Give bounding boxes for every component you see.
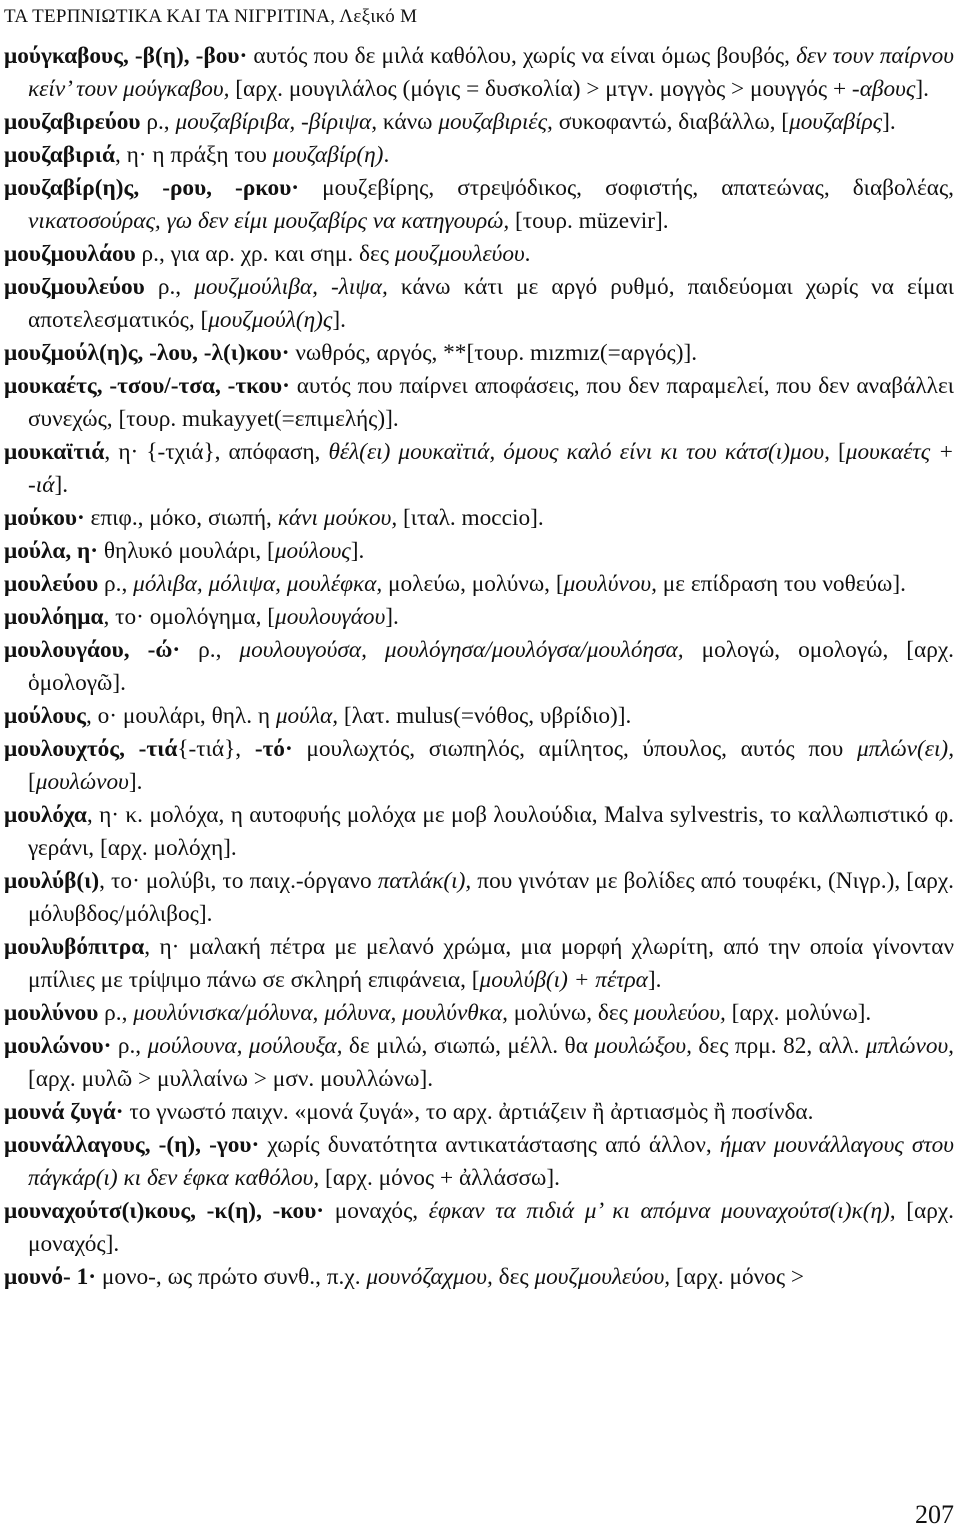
definition-text: κάνω	[377, 109, 439, 135]
example-text: μουλύβ(ι) + πέτρα	[479, 967, 648, 993]
definition-text: [αρχ. μόνος >	[670, 1264, 805, 1290]
definition-text: ].	[350, 538, 365, 564]
dictionary-entry	[4, 535, 954, 568]
headword: μουλύβ(ι)	[4, 868, 100, 894]
example-text: μουκαέτς + -ιά	[28, 439, 954, 498]
headword: -τό·	[254, 736, 293, 762]
headword: μουλυβόπιτρα	[4, 934, 145, 960]
example-text: μουλώξου,	[594, 1033, 692, 1059]
definition-text: [ιταλ. moccio].	[397, 505, 544, 531]
headword: μουκαέτς, -τσου/-τσα, -τκου·	[4, 373, 290, 399]
definition-text: μολογώ, ομολογώ, [αρχ. ὁμολογῶ].	[28, 637, 955, 696]
definition-text: κάνω κάτι με αργό ρυθμό, παιδεύομαι χωρίς να είμαι αποτελεσματικός, [	[28, 274, 954, 333]
definition-text: ].	[128, 769, 143, 795]
dictionary-entry	[4, 337, 954, 370]
definition-text: [αρχ. μοναχός].	[28, 1198, 954, 1257]
example-text: αβους	[859, 76, 916, 102]
headword: μουλουχτός, -τιά	[4, 736, 178, 762]
dictionary-entry	[4, 1261, 954, 1294]
dictionary-entry	[4, 1096, 954, 1129]
dictionary-entries	[4, 40, 954, 1294]
example-text: ήμαν μουνάλλαγους στου πάγκάρ(ι) κι δεν έφκα καθόλου,	[28, 1132, 954, 1191]
headword: μουζμουλεύου	[4, 274, 145, 300]
example-text: νικατοσούρας, γω δεν είμι μουζαβίρς να κατηγουρώ,	[28, 208, 510, 234]
headword: μούλα, η·	[4, 538, 99, 564]
example-text: μουνόζαχμου,	[366, 1264, 493, 1290]
headword: μουλεύου	[4, 571, 99, 597]
example-text: μουζμουλεύου,	[534, 1264, 671, 1290]
definition-text: .	[383, 142, 390, 168]
headword: μουλόχα	[4, 802, 87, 828]
dictionary-entry	[4, 700, 954, 733]
headword: μουλόημα	[4, 604, 104, 630]
definition-text: αυτός που παίρνει αποφάσεις, που δεν παραμελεί, που δεν αναβάλλει συνεχώς, [τουρ. mukayyet(=επιμελής)].	[28, 373, 954, 432]
definition-text: , η· κ. μολόχα, η αυτοφυής μολόχα με μοβ λουλούδια, Malva sylvestris, το καλλωπιστικό φ. γεράνι, [αρχ. μολόχη].	[28, 802, 954, 861]
definition-text: , το· μολύβι, το παιχ.-όργανο	[99, 868, 378, 894]
definition-text: ].	[915, 76, 929, 102]
example-text: μουζαβίριβα, -βίριψα,	[175, 109, 378, 135]
definition-text: [	[829, 439, 846, 465]
headword: μουκαϊτιά	[4, 439, 105, 465]
definition-text: μοναχός,	[324, 1198, 429, 1224]
headword: μουλύνου	[4, 1000, 99, 1026]
example-text: μούλους	[274, 538, 351, 564]
dictionary-entry	[4, 502, 954, 535]
example-text: μουλεύου,	[633, 1000, 726, 1026]
definition-text: ].	[647, 967, 662, 993]
definition-text: συκοφαντώ, διαβάλλω, [	[552, 109, 790, 135]
headword: μουζαβίρ(η)ς, -ρου, -ρκου·	[4, 175, 300, 201]
dictionary-entry	[4, 1195, 954, 1261]
example-text: μουζαβίρς	[789, 109, 883, 135]
dictionary-entry	[4, 568, 954, 601]
definition-text: , η· {-τχιά}, απόφαση,	[104, 439, 329, 465]
running-head: ΤΑ ΤΕΡΠΝΙΩΤΙΚΑ ΚΑΙ ΤΑ ΝΙΓΡΙΤΙΝΑ, Λεξικό Μ	[4, 6, 418, 27]
dictionary-entry	[4, 601, 954, 634]
page-number: 207	[915, 1500, 954, 1529]
definition-text: δες	[492, 1264, 535, 1290]
example-text: πατλάκ(ι),	[377, 868, 472, 894]
headword: μουζμουλάου	[4, 241, 136, 267]
definition-text: επιφ., μόκο, σιωπή,	[84, 505, 278, 531]
example-text: μουζμούλ(η)ς	[208, 307, 333, 333]
headword: μουλουγάου, -ώ·	[4, 637, 181, 663]
dictionary-entry	[4, 634, 954, 700]
example-text: μόλιβα, μόλιψα, μουλέφκα,	[133, 571, 383, 597]
definition-text: μονο-, ως πρώτο συνθ., π.χ.	[96, 1264, 367, 1290]
definition-text: μολεύω, μολύνω, [	[382, 571, 564, 597]
definition-text: {-τιά},	[177, 736, 255, 762]
dictionary-entry	[4, 865, 954, 931]
example-text: μουζαβίρ(η)	[272, 142, 384, 168]
example-text: δεν τουν παίρνου κείν’ τουν μούγκαβου,	[28, 43, 954, 102]
definition-text: [αρχ. μόνος + ἀλλάσσω].	[319, 1165, 560, 1191]
definition-text: το γνωστό παιχν. «μονά ζυγά», το αρχ. ἀρτιάζειν ἢ ἀρτιασμὸς ἢ ποσίνδα.	[123, 1099, 814, 1125]
definition-text: , το· ομολόγημα, [	[103, 604, 276, 630]
example-text: μουλύνου,	[563, 571, 657, 597]
definition-text: ].	[385, 604, 399, 630]
headword: μουνά ζυγά·	[4, 1099, 124, 1125]
dictionary-entry	[4, 139, 954, 172]
definition-text: δες πρμ. 82, αλλ.	[691, 1033, 866, 1059]
example-text: μουλουγούσα, μουλόγησα/μουλόγσα/μουλόησα,	[239, 637, 684, 663]
example-text: μπλών(ει),	[856, 736, 955, 762]
dictionary-entry	[4, 271, 954, 337]
headword: μουλώνου·	[4, 1033, 112, 1059]
example-text: έφκαν τα πιδιά μ’ κι απόμνα μουναχούτσ(ι)κ(η),	[428, 1198, 896, 1224]
definition-text: ρ.,	[98, 571, 134, 597]
dictionary-entry	[4, 238, 954, 271]
dictionary-entry	[4, 106, 954, 139]
definition-text: [λατ. mulus(=νόθος, υβρίδιο)].	[338, 703, 632, 729]
dictionary-entry	[4, 40, 954, 106]
dictionary-entry	[4, 370, 954, 436]
headword: μουνάλλαγους, -(η), -γου·	[4, 1132, 260, 1158]
example-text: μουλύνισκα/μόλυνα, μόλυνα, μουλύνθκα,	[133, 1000, 508, 1026]
headword: μούκου·	[4, 505, 85, 531]
example-text: μούλουνα, μούλουξα,	[147, 1033, 343, 1059]
example-text: θέλ(ει) μουκαϊτιά, όμους καλό είνι κι του κάτσ(ι)μου,	[328, 439, 830, 465]
headword: μούγκαβους, -β(η), -βου·	[4, 43, 248, 69]
definition-text: χωρίς δυνατότητα αντικατάστασης από άλλον,	[259, 1132, 720, 1158]
example-text: κάνι μούκου,	[277, 505, 398, 531]
definition-text: θηλυκό μουλάρι, [	[98, 538, 275, 564]
definition-text: που γινόταν με βολίδες από τουφέκι, (Νιγρ.), [αρχ. μόλυβδος/μόλιβος].	[28, 868, 954, 927]
headword: μουζμούλ(η)ς, -λου, -λ(ι)κου·	[4, 340, 290, 366]
dictionary-entry	[4, 733, 954, 799]
definition-text: αυτός που δε μιλά καθόλου, χωρίς να είναι όμως βουβός,	[247, 43, 797, 69]
headword: μουναχούτσ(ι)κους, -κ(η), -κου·	[4, 1198, 325, 1224]
definition-text: ρ.,	[98, 1000, 134, 1026]
definition-text: με επίδραση του νοθεύω].	[656, 571, 906, 597]
definition-text: , η· μαλακή πέτρα με μελανό χρώμα, μια μορφή χλωρίτη, από την οποία γίνονταν μπίλιες με τρίψιμο πάνω σε σκληρή επιφάνεια, [	[28, 934, 954, 993]
example-text: μουλουγάου	[275, 604, 386, 630]
example-text: μουζαβιριές,	[438, 109, 553, 135]
example-text: μουλώνου	[35, 769, 129, 795]
dictionary-entry	[4, 436, 954, 502]
definition-text: ].	[882, 109, 896, 135]
definition-text: ].	[54, 472, 69, 498]
definition-text: , ο· μουλάρι, θηλ. η	[85, 703, 276, 729]
definition-text: [τουρ. müzevir].	[509, 208, 669, 234]
definition-text: μολύνω, δες	[507, 1000, 634, 1026]
example-text: μουζμουλεύου	[394, 241, 525, 267]
definition-text: [αρχ. μολύνω].	[725, 1000, 872, 1026]
definition-text: ρ.,	[111, 1033, 148, 1059]
example-text: μούλα,	[275, 703, 339, 729]
definition-text: [αρχ. μουγιλάλος (μόγις = δυσκολία) > μτγν. μογγὸς > μουγγός + -	[229, 76, 860, 102]
definition-text: ρ., για αρ. χρ. και σημ. δες	[135, 241, 395, 267]
headword: μουζαβιριά	[4, 142, 115, 168]
definition-text: δε μιλώ, σιωπώ, μέλλ. θα	[342, 1033, 595, 1059]
definition-text: ρ.,	[144, 274, 195, 300]
definition-text: ρ.,	[140, 109, 176, 135]
headword: μούλους	[4, 703, 86, 729]
dictionary-entry	[4, 1030, 954, 1096]
dictionary-entry	[4, 931, 954, 997]
example-text: μπλώνου,	[865, 1033, 954, 1059]
definition-text: ρ.,	[180, 637, 240, 663]
definition-text: [	[28, 769, 36, 795]
definition-text: .	[524, 241, 531, 267]
definition-text: [αρχ. μυλῶ > μυλλαίνω > μσν. μουλλώνω].	[28, 1066, 434, 1092]
dictionary-entry	[4, 1129, 954, 1195]
dictionary-entry	[4, 997, 954, 1030]
definition-text: νωθρός, αργός, **[τουρ. mızmız(=αργός)].	[289, 340, 698, 366]
definition-text: ].	[332, 307, 346, 333]
example-text: μουζμούλιβα, -λιψα,	[194, 274, 388, 300]
dictionary-entry	[4, 799, 954, 865]
definition-text: μουλωχτός, σιωπηλός, αμίλητος, ύπουλος, αυτός που	[292, 736, 857, 762]
dictionary-entry	[4, 172, 954, 238]
definition-text: , η· η πράξη του	[114, 142, 273, 168]
headword: μουνό- 1·	[4, 1264, 97, 1290]
definition-text: μουζεβίρης, στρεψόδικος, σοφιστής, απατεώνας, διαβολέας,	[299, 175, 954, 201]
headword: μουζαβιρεύου	[4, 109, 141, 135]
